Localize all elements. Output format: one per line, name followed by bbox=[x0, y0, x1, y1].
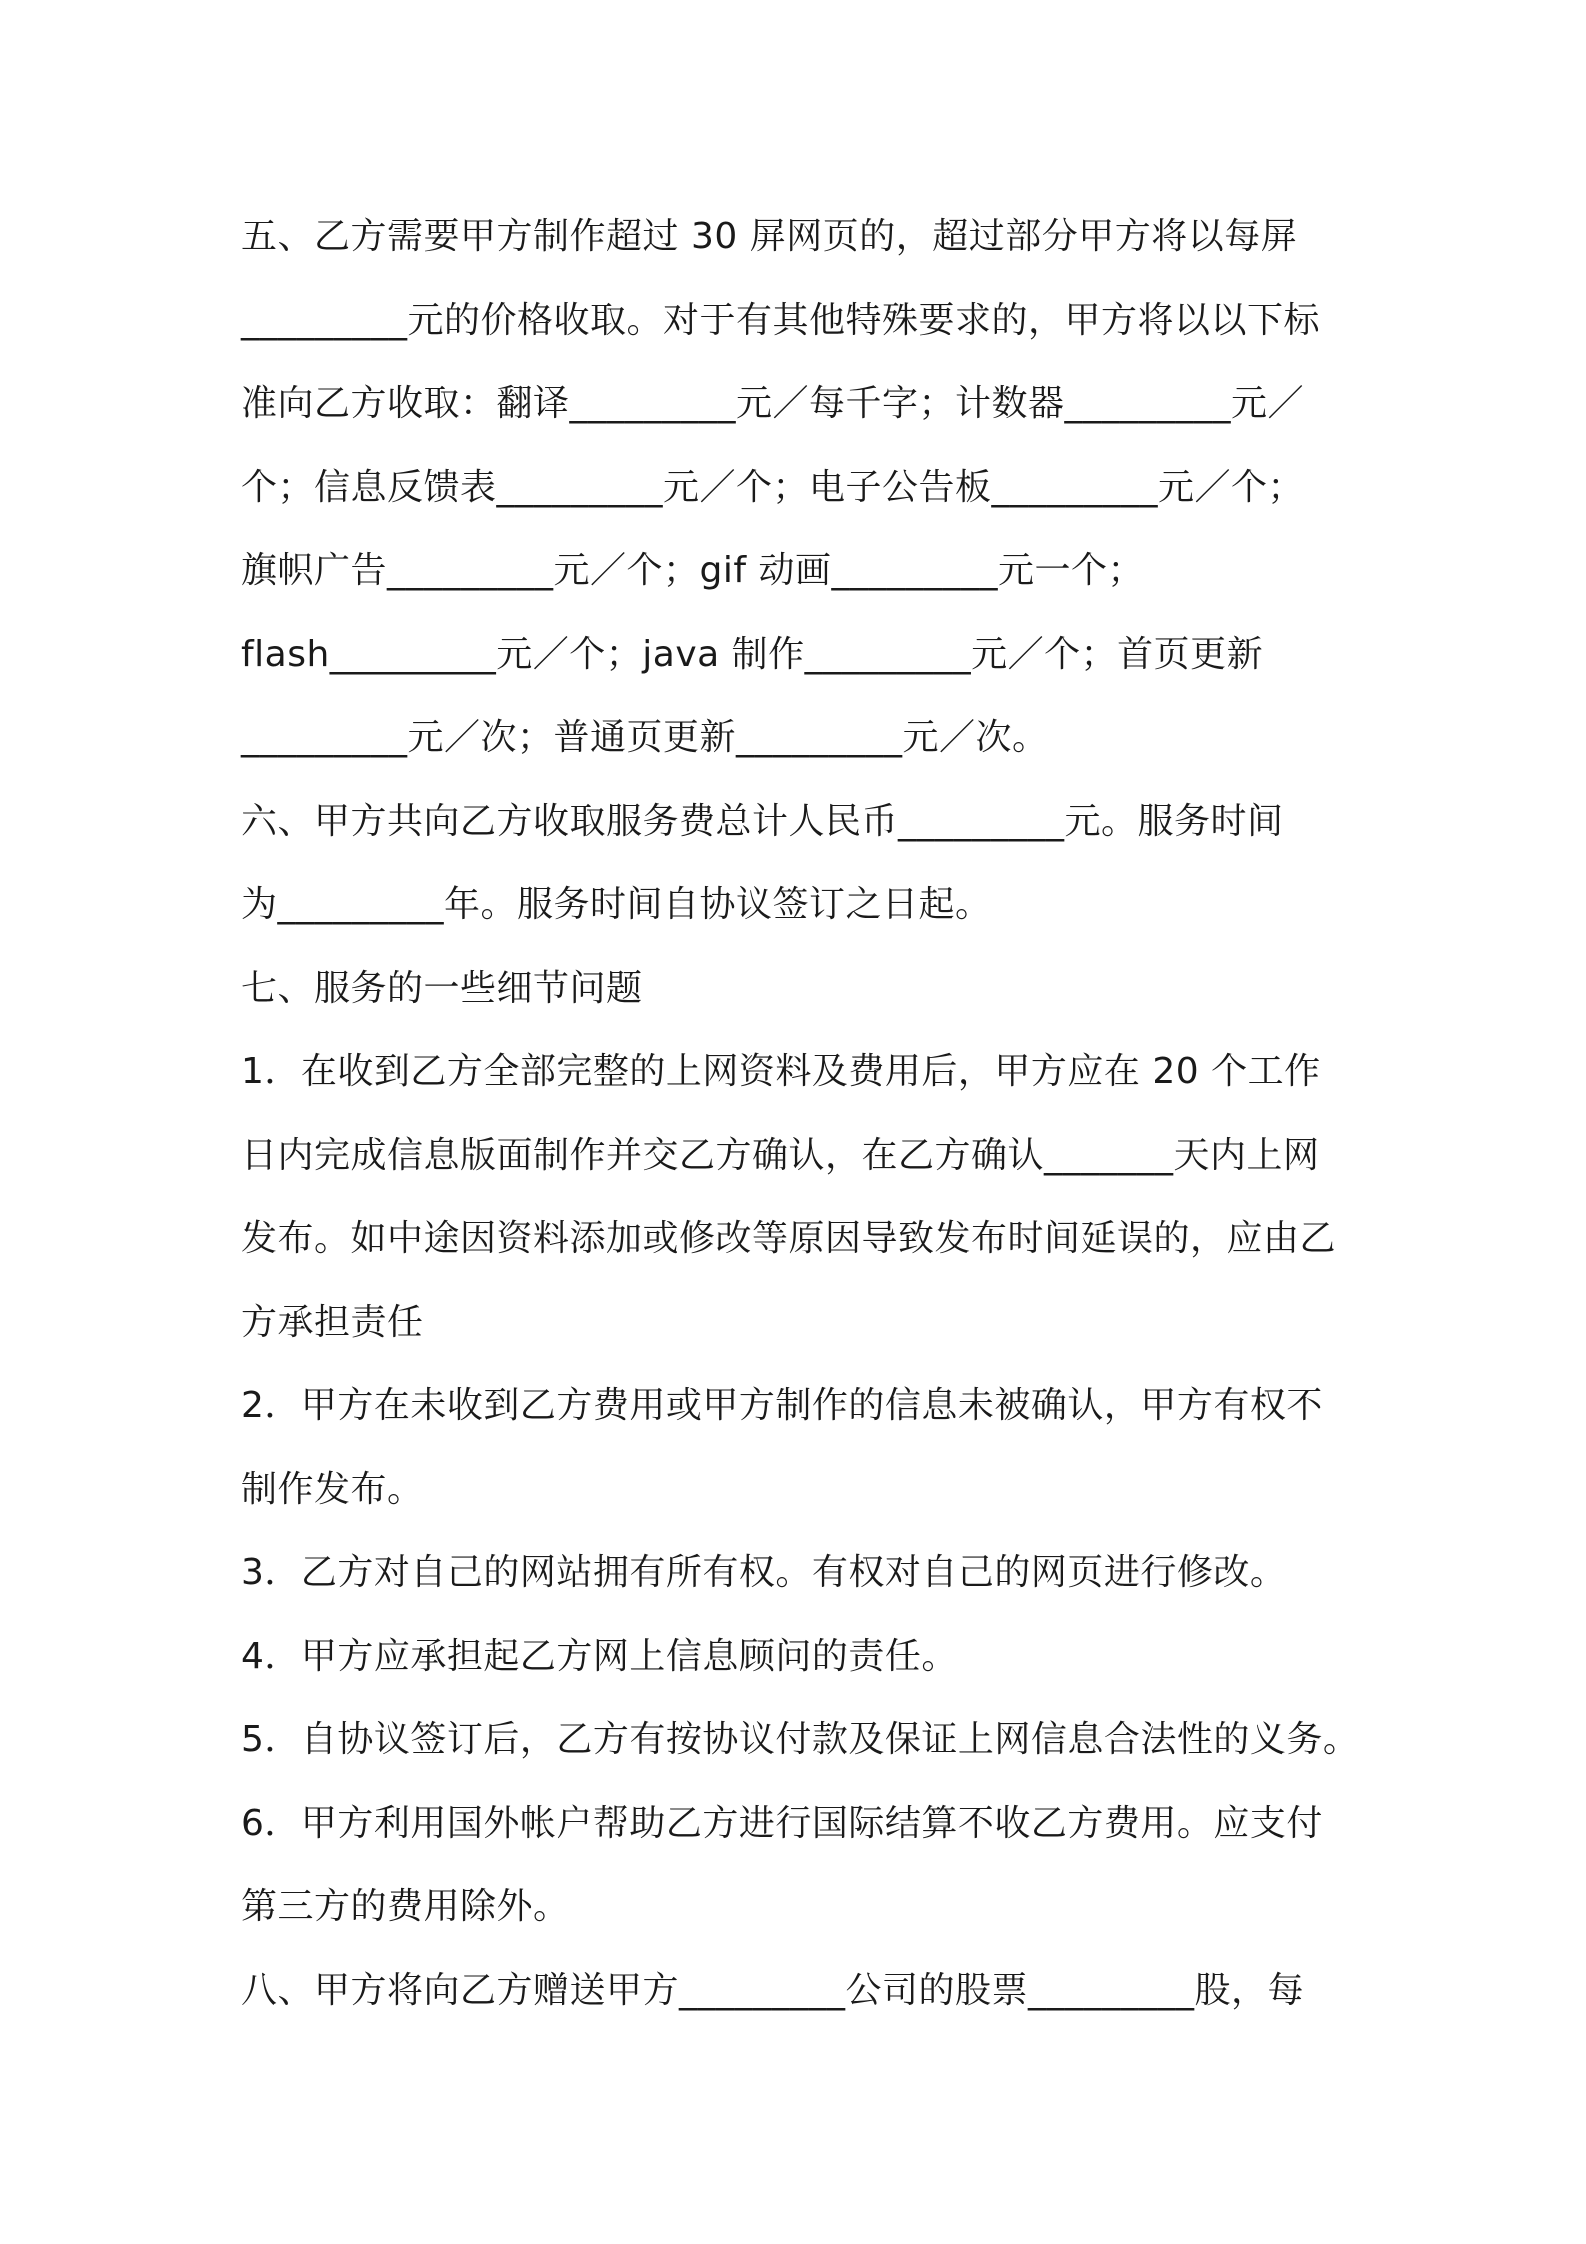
clause-6-line: 6．甲方利用国外帐户帮助乙方进行国际结算不收乙方费用。应支付 bbox=[241, 1802, 1323, 1844]
text-line: 旗帜广告_________元／个；gif 动画_________元一个； bbox=[241, 550, 1144, 591]
section-seven-heading: 七、服务的一些细节问题 bbox=[241, 967, 643, 1009]
section-six-line: 六、甲方共向乙方收取服务费总计人民币_________元。服务时间 bbox=[241, 800, 1284, 842]
text-line: flash_________元／个；java 制作_________元／个；首页更新 bbox=[241, 633, 1264, 675]
text-line: 准向乙方收取：翻译_________元／每千字；计数器_________元／ bbox=[241, 383, 1305, 424]
section-eight-line: 八、甲方将向乙方赠送甲方_________公司的股票_________股，每 bbox=[241, 1969, 1305, 2011]
text-line: 发布。如中途因资料添加或修改等原因导致发布时间延误的，应由乙 bbox=[241, 1218, 1337, 1259]
text-line: _________元的价格收取。对于有其他特殊要求的，甲方将以以下标 bbox=[241, 299, 1321, 341]
text-line: 制作发布。 bbox=[241, 1468, 424, 1510]
clause-2-line: 2．甲方在未收到乙方费用或甲方制作的信息未被确认，甲方有权不 bbox=[241, 1385, 1323, 1426]
text-line: 为_________年。服务时间自协议签订之日起。 bbox=[241, 884, 992, 925]
text-line: 方承担责任 bbox=[241, 1301, 424, 1343]
clause-4-line: 4．甲方应承担起乙方网上信息顾问的责任。 bbox=[241, 1635, 958, 1677]
text-line: _________元／次；普通页更新_________元／次。 bbox=[241, 717, 1049, 758]
text-line: 日内完成信息版面制作并交乙方确认，在乙方确认_______天内上网 bbox=[241, 1134, 1320, 1176]
text-line: 五、乙方需要甲方制作超过 30 屏网页的，超过部分甲方将以每屏 bbox=[241, 216, 1298, 257]
contract-text bbox=[241, 195, 1391, 2032]
text-line: 第三方的费用除外。 bbox=[241, 1886, 570, 1927]
clause-3-line: 3．乙方对自己的网站拥有所有权。有权对自己的网页进行修改。 bbox=[241, 1552, 1287, 1593]
text-line: 个；信息反馈表_________元／个；电子公告板_________元／个； bbox=[241, 466, 1305, 508]
clause-5-line: 5．自协议签订后，乙方有按协议付款及保证上网信息合法性的义务。 bbox=[241, 1719, 1360, 1760]
clause-1-line: 1．在收到乙方全部完整的上网资料及费用后，甲方应在 20 个工作 bbox=[241, 1051, 1321, 1092]
